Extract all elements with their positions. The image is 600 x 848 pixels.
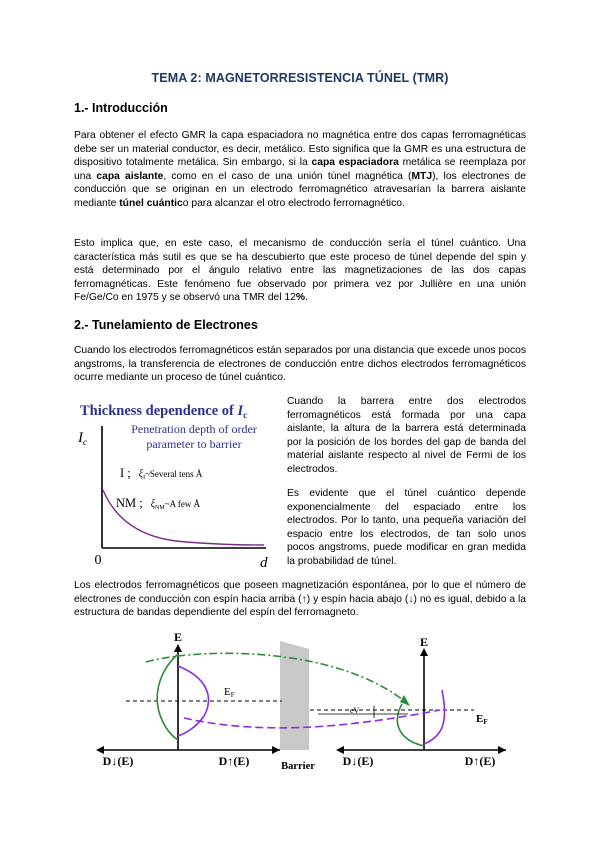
- right-dos-arrow-left: [336, 746, 344, 754]
- intro-p2-end: .: [305, 292, 308, 303]
- ev-label: eV: [350, 706, 360, 715]
- figure1-title-text: Thickness dependence of: [80, 403, 238, 419]
- figure1-row1-label: I ;: [120, 466, 131, 480]
- intro-p2-percent: %: [295, 292, 306, 303]
- figure1-origin: 0: [94, 553, 102, 568]
- left-green-dos: [157, 654, 178, 740]
- intro-paragraph-1: [74, 129, 526, 210]
- right-dos-up-label: D↑(E): [464, 754, 496, 768]
- left-dos-arrow-right: [272, 746, 280, 754]
- intro-text-c: metálica se reemplaza por una: [74, 157, 527, 182]
- tunneling-paragraph-2: Los electrodos ferromagnéticos que poseen magnetización espontánea, por lo que el número de electrones de conducción con espín hacia arriba (↑) y espín hacia abajo (↓) no es igual, debido a la estructura de bandas dependiente del espín del ferromagneto.: [74, 580, 526, 618]
- side-paragraph-1: Cuando la barrera entre dos electrodos ferromagnéticos está formada por una capa aislante, la altura de la barrera está determinada por la posición de los bordes del gap de banda del material aislante respecto al nivel de Fermi de los electrodos.: [287, 396, 526, 475]
- figure1-row2-label: NM ;: [116, 496, 143, 510]
- figure1-y-sub: c: [83, 437, 87, 447]
- left-fermi-sub: F: [230, 691, 235, 699]
- figure1-y-var: I: [78, 430, 83, 446]
- figure1-subtitle-2: parameter to barrier: [146, 437, 242, 451]
- intro-text-e: , como en el caso de una unión túnel magnética (: [163, 170, 412, 182]
- right-energy-label: E: [419, 635, 429, 649]
- side-paragraph-2: Es evidente que el túnel cuántico depende exponencialmente del espaciado entre los electrodos. Por lo tanto, una pequeña variación del espacio entre los electrodos, de tan solo unos pocos angstroms, puede modificar en gran medida la probabilidad de túnel.: [287, 488, 526, 567]
- figure1-row1-xi: ξ: [138, 469, 144, 480]
- spin-tunneling-diagram: [86, 632, 516, 780]
- section-2-heading: 2.- Tunelamiento de Electrones: [74, 318, 258, 332]
- left-energy-label: E: [173, 632, 183, 644]
- barrier-label: Barrier: [281, 761, 315, 772]
- intro-text-g: ), los electrones de conducción que se originan en un electrodo ferromagnético atravesarían la barrera aislante mediante: [74, 170, 526, 209]
- figure1-row2-sub: NM: [155, 505, 165, 511]
- green-tunneling-path: [146, 653, 408, 704]
- tunneling-paragraph-1: Cuando los electrodos ferromagnéticos están separados por una distancia que excede unos pocos angstroms, la transferencia de electrones de conducción entre dichos electrodos ferromagnéticos ocurre mediante un proceso de túnel cuántico.: [74, 345, 526, 383]
- figure1-row1: [120, 466, 203, 481]
- right-dos-arrow-right: [498, 746, 506, 754]
- figure1-y-label: [77, 430, 87, 447]
- left-dos-arrow-left: [96, 746, 104, 754]
- figure1-title-sub: c: [243, 410, 248, 420]
- left-energy-arrow: [174, 644, 182, 652]
- intro-bold-capa-aislante: capa aislante: [96, 170, 164, 182]
- intro-bold-tunel-cuantico: túnel cuántic: [119, 197, 183, 209]
- section-1-heading: 1.- Introducción: [74, 101, 168, 115]
- intro-bold-mtj: MTJ: [411, 170, 433, 182]
- figure1-row1-text: ~Several tens Å: [145, 469, 203, 479]
- figure1-title: [80, 403, 247, 420]
- purple-tunneling-path: [184, 710, 440, 728]
- figure1-row2-xi: ξ: [150, 499, 156, 510]
- right-purple-dos: [424, 690, 445, 744]
- left-fermi-e: E: [224, 686, 231, 698]
- thickness-dependence-figure: [76, 398, 282, 570]
- page-title: TEMA 2: MAGNETORRESISTENCIA TÚNEL (TMR): [151, 71, 449, 85]
- figure1-title-var: I: [237, 403, 244, 419]
- figure1-row1-sub: I: [143, 475, 146, 481]
- intro-p2-text: Esto implica que, en este caso, el mecanismo de conducción sería el túnel cuántico. Una característica más sutil es que se ha descubierto que este proceso de túnel depende del spin y está determinado por el ángulo relativo entre las magnetizaciones de las dos capas ferromagnéticas. Este fenómeno fue observado por primera vez por Jullière en una unión Fe/Ge/Co en 1975 y se observó una TMR del 12: [74, 238, 526, 303]
- left-dos-up-label: D↑(E): [218, 754, 250, 768]
- left-fermi-label: [224, 686, 235, 699]
- intro-paragraph-2: [74, 237, 526, 305]
- right-fermi-e: E: [476, 713, 484, 725]
- intro-text-a: Para obtener el efecto GMR la capa espaciadora no magnética entre dos capas ferromagnéticas debe ser un material conductor, es decir, metálico. Esto significa que la GMR es una estructura de dispositivo totalmente metálica. Sin embargo, si la: [74, 130, 526, 168]
- right-energy-arrow: [420, 648, 428, 656]
- figure1-row2: [116, 496, 201, 511]
- intro-text-i: o para alcanzar el otro electrodo ferromagnético.: [182, 197, 405, 209]
- intro-bold-capa-espaciadora: capa espaciadora: [311, 157, 399, 168]
- right-fermi-label: [476, 713, 488, 726]
- left-dos-down-label: D↓(E): [102, 754, 134, 768]
- right-dos-down-label: D↓(E): [342, 754, 374, 768]
- right-fermi-sub: F: [483, 718, 488, 726]
- figure1-subtitle-1: Penetration depth of order: [131, 422, 257, 436]
- figure1-row2-text: ~A few Å: [164, 499, 201, 509]
- figure1-x-label: d: [260, 555, 268, 570]
